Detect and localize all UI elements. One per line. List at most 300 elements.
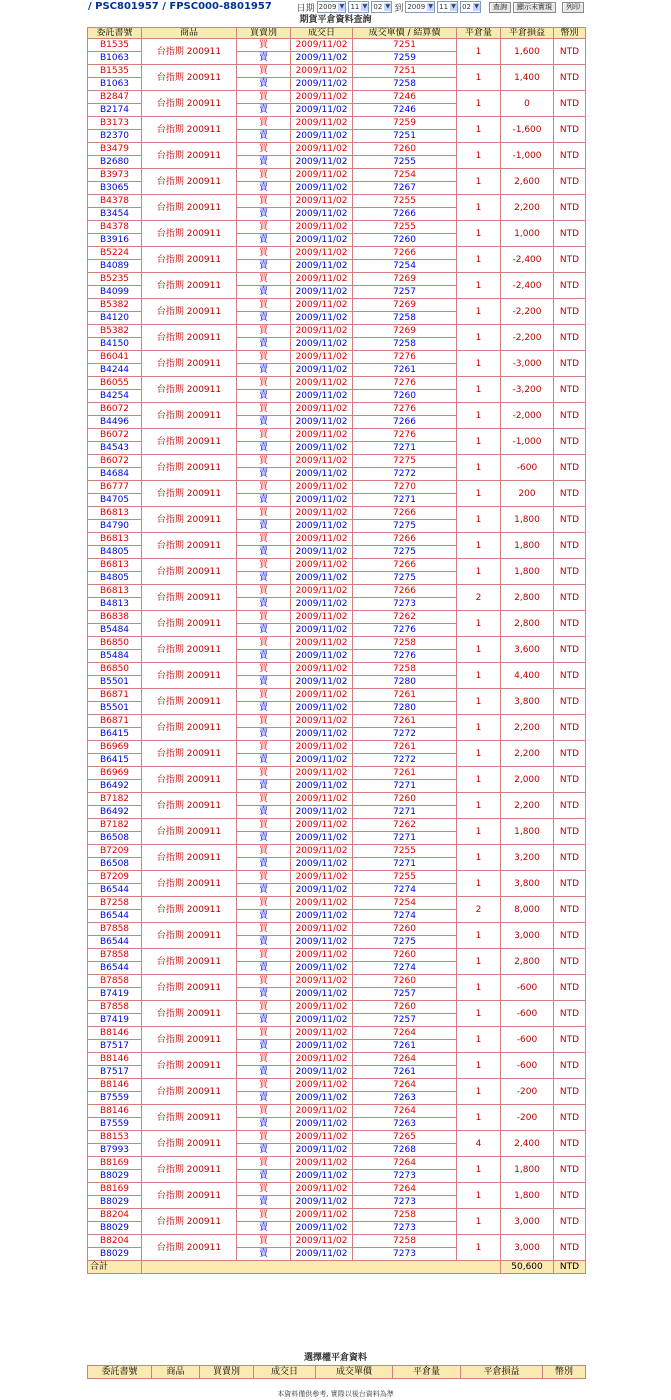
buy-trade-date: 2009/11/02 <box>291 923 353 936</box>
sell-price: 7266 <box>353 208 457 221</box>
currency-cell: NTD <box>554 559 586 585</box>
side-buy: 買 <box>237 767 291 780</box>
currency-cell: NTD <box>554 65 586 91</box>
futures-section-title: 期貨平倉資料查詢 <box>299 15 372 25</box>
close-pnl-cell: 1,800 <box>501 507 554 533</box>
product-cell: 台指期 200911 <box>142 481 237 507</box>
close-pnl-cell: -600 <box>501 1053 554 1079</box>
buy-trade-date: 2009/11/02 <box>291 429 353 442</box>
close-pnl-cell: 1,800 <box>501 533 554 559</box>
sell-trade-date: 2009/11/02 <box>291 572 353 585</box>
side-sell: 賣 <box>237 702 291 715</box>
buy-order-no: B7182 <box>88 819 142 832</box>
table-row <box>88 221 586 234</box>
sell-order-no: B8029 <box>88 1196 142 1209</box>
product-cell: 台指期 200911 <box>142 91 237 117</box>
side-sell: 賣 <box>237 832 291 845</box>
close-qty-cell: 1 <box>457 1105 501 1131</box>
buy-order-no: B6072 <box>88 429 142 442</box>
chevron-down-icon: ▼ <box>385 3 391 10</box>
sell-trade-date: 2009/11/02 <box>291 1092 353 1105</box>
sell-trade-date: 2009/11/02 <box>291 104 353 117</box>
buy-trade-date: 2009/11/02 <box>291 247 353 260</box>
product-cell: 台指期 200911 <box>142 455 237 481</box>
sell-order-no: B6508 <box>88 832 142 845</box>
total-label: 合計 <box>88 1261 142 1274</box>
buy-price: 7266 <box>353 507 457 520</box>
buy-trade-date: 2009/11/02 <box>291 741 353 754</box>
buy-order-no: B4378 <box>88 195 142 208</box>
table-row <box>88 793 586 806</box>
total-row <box>88 1261 586 1274</box>
side-sell: 賣 <box>237 676 291 689</box>
table-row <box>88 1053 586 1066</box>
sell-price: 7266 <box>353 416 457 429</box>
close-qty-cell: 1 <box>457 273 501 299</box>
close-pnl-cell: -2,400 <box>501 247 554 273</box>
sell-order-no: B1063 <box>88 52 142 65</box>
sell-order-no: B4790 <box>88 520 142 533</box>
close-qty-cell: 1 <box>457 1235 501 1261</box>
sell-order-no: B8029 <box>88 1170 142 1183</box>
currency-cell: NTD <box>554 1105 586 1131</box>
currency-cell: NTD <box>554 1183 586 1209</box>
buy-price: 7269 <box>353 273 457 286</box>
side-sell: 賣 <box>237 1170 291 1183</box>
side-sell: 賣 <box>237 78 291 91</box>
buy-order-no: B6813 <box>88 507 142 520</box>
opt-col-side: 買賣別 <box>200 1366 254 1379</box>
close-qty-cell: 1 <box>457 299 501 325</box>
sell-trade-date: 2009/11/02 <box>291 416 353 429</box>
side-sell: 賣 <box>237 884 291 897</box>
product-cell: 台指期 200911 <box>142 819 237 845</box>
table-row <box>88 611 586 624</box>
close-qty-cell: 1 <box>457 1209 501 1235</box>
buy-trade-date: 2009/11/02 <box>291 403 353 416</box>
buy-price: 7260 <box>353 923 457 936</box>
sell-order-no: B4805 <box>88 546 142 559</box>
side-buy: 買 <box>237 299 291 312</box>
sell-trade-date: 2009/11/02 <box>291 1222 353 1235</box>
sell-order-no: B7517 <box>88 1040 142 1053</box>
side-sell: 賣 <box>237 910 291 923</box>
futures-table-body <box>88 39 586 1261</box>
close-pnl-cell: -1,000 <box>501 143 554 169</box>
close-qty-cell: 1 <box>457 611 501 637</box>
to-day-select[interactable]: 02 ▼ <box>460 1 481 13</box>
currency-cell: NTD <box>554 481 586 507</box>
buy-trade-date: 2009/11/02 <box>291 221 353 234</box>
sell-order-no: B3454 <box>88 208 142 221</box>
sell-price: 7271 <box>353 494 457 507</box>
table-row <box>88 377 586 390</box>
side-buy: 買 <box>237 351 291 364</box>
opt-col-order-no: 委託書號 <box>88 1366 152 1379</box>
sell-order-no: B5501 <box>88 702 142 715</box>
currency-cell: NTD <box>554 793 586 819</box>
show-unrealized-button[interactable]: 顯示末實現 <box>513 2 556 13</box>
table-row <box>88 117 586 130</box>
side-buy: 買 <box>237 611 291 624</box>
side-buy: 買 <box>237 1131 291 1144</box>
currency-cell: NTD <box>554 949 586 975</box>
side-buy: 買 <box>237 923 291 936</box>
close-qty-cell: 1 <box>457 559 501 585</box>
table-row <box>88 481 586 494</box>
buy-price: 7270 <box>353 481 457 494</box>
currency-cell: NTD <box>554 715 586 741</box>
buy-order-no: B6850 <box>88 663 142 676</box>
close-pnl-cell: 2,200 <box>501 715 554 741</box>
side-sell: 賣 <box>237 624 291 637</box>
buy-trade-date: 2009/11/02 <box>291 325 353 338</box>
close-pnl-cell: 1,400 <box>501 65 554 91</box>
sell-trade-date: 2009/11/02 <box>291 832 353 845</box>
close-qty-cell: 1 <box>457 1157 501 1183</box>
close-qty-cell: 1 <box>457 481 501 507</box>
buy-price: 7266 <box>353 247 457 260</box>
buy-price: 7261 <box>353 741 457 754</box>
buy-order-no: B8204 <box>88 1209 142 1222</box>
side-buy: 買 <box>237 533 291 546</box>
buy-trade-date: 2009/11/02 <box>291 1235 353 1248</box>
close-pnl-cell: -2,400 <box>501 273 554 299</box>
buy-trade-date: 2009/11/02 <box>291 1157 353 1170</box>
buy-price: 7259 <box>353 117 457 130</box>
buy-order-no: B6871 <box>88 689 142 702</box>
buy-order-no: B6813 <box>88 533 142 546</box>
sell-order-no: B8029 <box>88 1222 142 1235</box>
buy-order-no: B6871 <box>88 715 142 728</box>
product-cell: 台指期 200911 <box>142 65 237 91</box>
opt-col-price: 成交單價 <box>316 1366 393 1379</box>
sell-trade-date: 2009/11/02 <box>291 650 353 663</box>
buy-trade-date: 2009/11/02 <box>291 637 353 650</box>
side-buy: 買 <box>237 481 291 494</box>
table-row <box>88 273 586 286</box>
buy-trade-date: 2009/11/02 <box>291 455 353 468</box>
side-sell: 賣 <box>237 520 291 533</box>
close-qty-cell: 1 <box>457 533 501 559</box>
side-buy: 買 <box>237 1157 291 1170</box>
product-cell: 台指期 200911 <box>142 117 237 143</box>
close-pnl-cell: 3,000 <box>501 1235 554 1261</box>
table-row <box>88 585 586 598</box>
sell-order-no: B4684 <box>88 468 142 481</box>
buy-trade-date: 2009/11/02 <box>291 377 353 390</box>
buy-price: 7266 <box>353 533 457 546</box>
sell-price: 7258 <box>353 312 457 325</box>
currency-cell: NTD <box>554 1027 586 1053</box>
sell-order-no: B6544 <box>88 910 142 923</box>
close-pnl-cell: 2,200 <box>501 741 554 767</box>
sell-trade-date: 2009/11/02 <box>291 182 353 195</box>
close-qty-cell: 1 <box>457 871 501 897</box>
close-pnl-cell: 1,000 <box>501 221 554 247</box>
buy-price: 7254 <box>353 169 457 182</box>
sell-order-no: B4099 <box>88 286 142 299</box>
to-year-select[interactable]: 2009 ▼ <box>405 1 435 13</box>
side-buy: 買 <box>237 377 291 390</box>
buy-trade-date: 2009/11/02 <box>291 1183 353 1196</box>
buy-trade-date: 2009/11/02 <box>291 1027 353 1040</box>
side-sell: 賣 <box>237 754 291 767</box>
buy-price: 7254 <box>353 897 457 910</box>
buy-order-no: B6969 <box>88 767 142 780</box>
buy-order-no: B6072 <box>88 455 142 468</box>
account-id: / PSC801957 / FPSC000-8801957 <box>88 1 272 12</box>
close-qty-cell: 1 <box>457 975 501 1001</box>
buy-price: 7265 <box>353 1131 457 1144</box>
table-row <box>88 351 586 364</box>
sell-price: 7254 <box>353 260 457 273</box>
close-qty-cell: 1 <box>457 1183 501 1209</box>
product-cell: 台指期 200911 <box>142 767 237 793</box>
total-currency: NTD <box>554 1261 586 1274</box>
product-cell: 台指期 200911 <box>142 325 237 351</box>
product-cell: 台指期 200911 <box>142 143 237 169</box>
sell-trade-date: 2009/11/02 <box>291 936 353 949</box>
table-row <box>88 1001 586 1014</box>
side-buy: 買 <box>237 143 291 156</box>
side-sell: 賣 <box>237 1092 291 1105</box>
close-pnl-cell: 3,800 <box>501 689 554 715</box>
side-buy: 買 <box>237 195 291 208</box>
sell-order-no: B6544 <box>88 962 142 975</box>
close-qty-cell: 1 <box>457 117 501 143</box>
close-pnl-cell: -200 <box>501 1105 554 1131</box>
side-buy: 買 <box>237 741 291 754</box>
buy-trade-date: 2009/11/02 <box>291 299 353 312</box>
opt-col-close-qty: 平倉量 <box>393 1366 461 1379</box>
buy-price: 7251 <box>353 39 457 52</box>
from-day-select[interactable]: 02 ▼ <box>371 1 392 13</box>
close-qty-cell: 2 <box>457 585 501 611</box>
buy-price: 7264 <box>353 1053 457 1066</box>
buy-trade-date: 2009/11/02 <box>291 767 353 780</box>
side-buy: 買 <box>237 325 291 338</box>
col-product: 商品 <box>142 28 237 39</box>
buy-price: 7255 <box>353 845 457 858</box>
sell-order-no: B8029 <box>88 1248 142 1261</box>
currency-cell: NTD <box>554 923 586 949</box>
product-cell: 台指期 200911 <box>142 1027 237 1053</box>
sell-price: 7271 <box>353 858 457 871</box>
product-cell: 台指期 200911 <box>142 845 237 871</box>
buy-order-no: B2847 <box>88 91 142 104</box>
sell-order-no: B3916 <box>88 234 142 247</box>
sell-order-no: B2680 <box>88 156 142 169</box>
side-buy: 買 <box>237 429 291 442</box>
buy-price: 7260 <box>353 793 457 806</box>
buy-order-no: B8153 <box>88 1131 142 1144</box>
sell-trade-date: 2009/11/02 <box>291 234 353 247</box>
sell-price: 7280 <box>353 676 457 689</box>
close-qty-cell: 1 <box>457 455 501 481</box>
product-cell: 台指期 200911 <box>142 1105 237 1131</box>
buy-trade-date: 2009/11/02 <box>291 715 353 728</box>
buy-price: 7275 <box>353 455 457 468</box>
close-qty-cell: 1 <box>457 325 501 351</box>
close-qty-cell: 1 <box>457 689 501 715</box>
buy-price: 7261 <box>353 689 457 702</box>
buy-order-no: B1535 <box>88 65 142 78</box>
close-qty-cell: 1 <box>457 65 501 91</box>
close-pnl-cell: 1,800 <box>501 1157 554 1183</box>
close-pnl-cell: 3,000 <box>501 1209 554 1235</box>
side-sell: 賣 <box>237 728 291 741</box>
buy-order-no: B6777 <box>88 481 142 494</box>
buy-trade-date: 2009/11/02 <box>291 689 353 702</box>
close-pnl-cell: 4,400 <box>501 663 554 689</box>
close-pnl-cell: -200 <box>501 1079 554 1105</box>
table-row <box>88 689 586 702</box>
options-section-title: 選擇權平倉資料 <box>303 1353 367 1363</box>
currency-cell: NTD <box>554 91 586 117</box>
close-qty-cell: 1 <box>457 169 501 195</box>
product-cell: 台指期 200911 <box>142 897 237 923</box>
side-buy: 買 <box>237 221 291 234</box>
buy-order-no: B3973 <box>88 169 142 182</box>
buy-trade-date: 2009/11/02 <box>291 351 353 364</box>
product-cell: 台指期 200911 <box>142 1209 237 1235</box>
product-cell: 台指期 200911 <box>142 507 237 533</box>
sell-order-no: B5484 <box>88 650 142 663</box>
side-buy: 買 <box>237 169 291 182</box>
side-sell: 賣 <box>237 416 291 429</box>
buy-price: 7269 <box>353 325 457 338</box>
product-cell: 台指期 200911 <box>142 299 237 325</box>
close-qty-cell: 1 <box>457 637 501 663</box>
total-pnl: 50,600 <box>501 1261 554 1274</box>
currency-cell: NTD <box>554 1053 586 1079</box>
sell-order-no: B4120 <box>88 312 142 325</box>
product-cell: 台指期 200911 <box>142 1235 237 1261</box>
currency-cell: NTD <box>554 767 586 793</box>
product-cell: 台指期 200911 <box>142 39 237 65</box>
side-buy: 買 <box>237 871 291 884</box>
sell-order-no: B4254 <box>88 390 142 403</box>
sell-price: 7273 <box>353 598 457 611</box>
sell-trade-date: 2009/11/02 <box>291 364 353 377</box>
close-qty-cell: 1 <box>457 507 501 533</box>
buy-price: 7266 <box>353 585 457 598</box>
buy-price: 7276 <box>353 377 457 390</box>
close-qty-cell: 1 <box>457 91 501 117</box>
sell-order-no: B5484 <box>88 624 142 637</box>
table-row <box>88 767 586 780</box>
side-buy: 買 <box>237 273 291 286</box>
product-cell: 台指期 200911 <box>142 975 237 1001</box>
table-row <box>88 871 586 884</box>
sell-order-no: B4813 <box>88 598 142 611</box>
table-row <box>88 1157 586 1170</box>
currency-cell: NTD <box>554 741 586 767</box>
currency-cell: NTD <box>554 1131 586 1157</box>
buy-price: 7255 <box>353 871 457 884</box>
currency-cell: NTD <box>554 663 586 689</box>
opt-col-close-pnl: 平倉損益 <box>461 1366 543 1379</box>
sell-price: 7246 <box>353 104 457 117</box>
chevron-down-icon: ▼ <box>339 3 345 10</box>
buy-trade-date: 2009/11/02 <box>291 195 353 208</box>
buy-trade-date: 2009/11/02 <box>291 1001 353 1014</box>
opt-col-currency: 幣別 <box>543 1366 586 1379</box>
side-buy: 買 <box>237 91 291 104</box>
close-qty-cell: 1 <box>457 351 501 377</box>
from-month-select[interactable]: 11 ▼ <box>348 1 369 13</box>
table-row <box>88 715 586 728</box>
product-cell: 台指期 200911 <box>142 793 237 819</box>
sell-price: 7273 <box>353 1196 457 1209</box>
sell-order-no: B4089 <box>88 260 142 273</box>
sell-price: 7263 <box>353 1118 457 1131</box>
sell-price: 7274 <box>353 884 457 897</box>
opt-col-product: 商品 <box>152 1366 200 1379</box>
to-month-select[interactable]: 11 ▼ <box>437 1 458 13</box>
buy-order-no: B5382 <box>88 299 142 312</box>
from-year-select[interactable]: 2009 ▼ <box>317 1 347 13</box>
close-pnl-cell: 2,400 <box>501 1131 554 1157</box>
sell-trade-date: 2009/11/02 <box>291 1118 353 1131</box>
side-buy: 買 <box>237 897 291 910</box>
sell-trade-date: 2009/11/02 <box>291 1014 353 1027</box>
close-pnl-cell: -1,000 <box>501 429 554 455</box>
side-sell: 賣 <box>237 858 291 871</box>
product-cell: 台指期 200911 <box>142 377 237 403</box>
buy-order-no: B6838 <box>88 611 142 624</box>
buy-order-no: B3479 <box>88 143 142 156</box>
futures-header-row <box>88 28 586 39</box>
sell-trade-date: 2009/11/02 <box>291 780 353 793</box>
product-cell: 台指期 200911 <box>142 637 237 663</box>
sell-order-no: B5501 <box>88 676 142 689</box>
table-row <box>88 819 586 832</box>
query-button[interactable]: 查詢 <box>489 2 511 13</box>
side-buy: 買 <box>237 1079 291 1092</box>
side-buy: 買 <box>237 247 291 260</box>
sell-order-no: B7517 <box>88 1066 142 1079</box>
currency-cell: NTD <box>554 403 586 429</box>
buy-order-no: B8146 <box>88 1105 142 1118</box>
close-pnl-cell: 2,000 <box>501 767 554 793</box>
close-qty-cell: 1 <box>457 767 501 793</box>
buy-price: 7258 <box>353 663 457 676</box>
currency-cell: NTD <box>554 585 586 611</box>
table-row <box>88 845 586 858</box>
buy-price: 7251 <box>353 65 457 78</box>
buy-order-no: B6055 <box>88 377 142 390</box>
sell-trade-date: 2009/11/02 <box>291 494 353 507</box>
sell-price: 7271 <box>353 780 457 793</box>
table-row <box>88 169 586 182</box>
close-qty-cell: 1 <box>457 403 501 429</box>
sell-trade-date: 2009/11/02 <box>291 676 353 689</box>
side-sell: 賣 <box>237 494 291 507</box>
sell-trade-date: 2009/11/02 <box>291 1144 353 1157</box>
print-button[interactable]: 列印 <box>562 2 584 13</box>
close-pnl-cell: -3,200 <box>501 377 554 403</box>
buy-price: 7246 <box>353 91 457 104</box>
close-qty-cell: 1 <box>457 663 501 689</box>
buy-order-no: B6072 <box>88 403 142 416</box>
buy-trade-date: 2009/11/02 <box>291 819 353 832</box>
currency-cell: NTD <box>554 689 586 715</box>
side-sell: 賣 <box>237 650 291 663</box>
close-pnl-cell: 1,800 <box>501 1183 554 1209</box>
sell-price: 7260 <box>353 234 457 247</box>
